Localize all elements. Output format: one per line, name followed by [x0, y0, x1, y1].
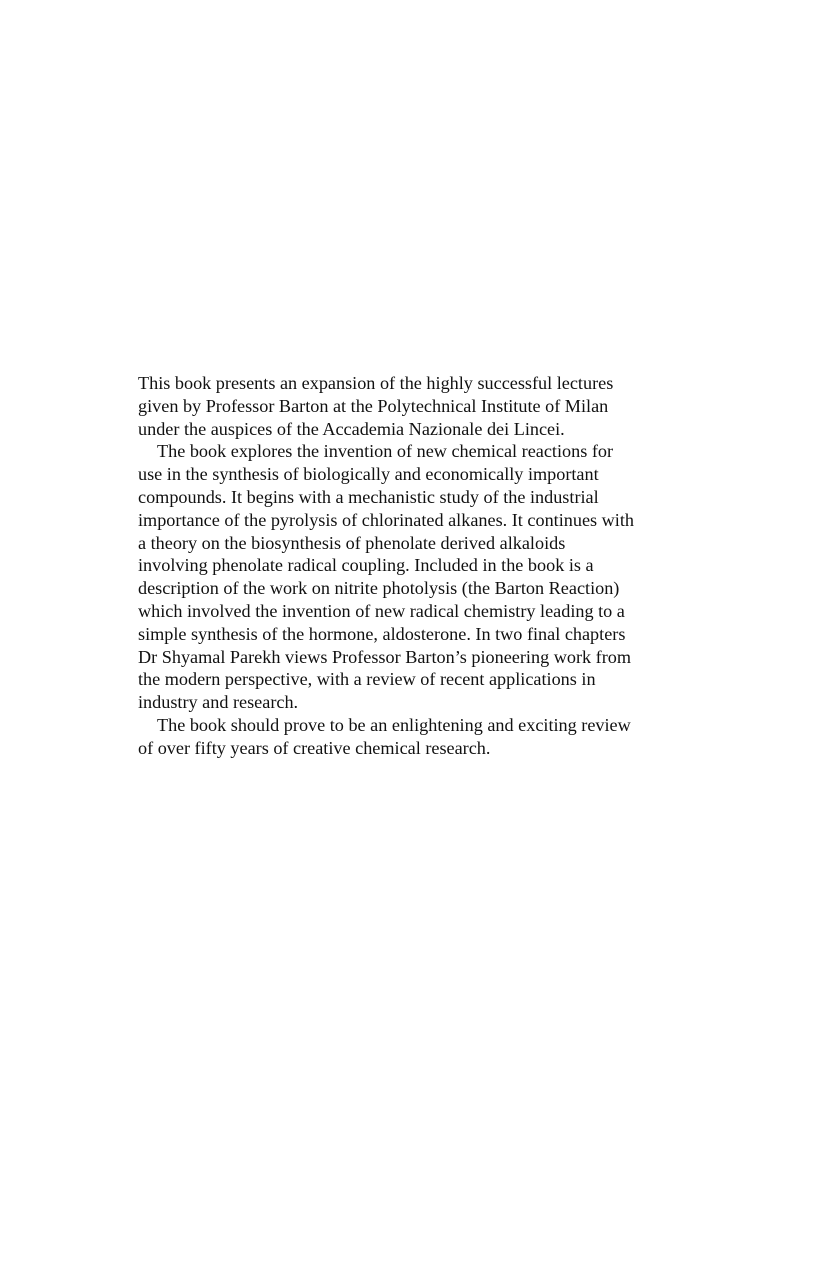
paragraph-3	[138, 714, 698, 760]
text-line: The book should prove to be an enlightening and exciting review	[157, 714, 631, 735]
text-line: importance of the pyrolysis of chlorinated alkanes. It continues with	[138, 509, 634, 530]
text-line: under the auspices of the Accademia Nazionale dei Lincei.	[138, 418, 565, 439]
text-line: The book explores the invention of new chemical reactions for	[157, 441, 614, 462]
text-line: the modern perspective, with a review of recent applications in	[138, 669, 596, 690]
blurb-text	[138, 372, 698, 760]
paragraph-1	[138, 372, 698, 440]
text-line: This book presents an expansion of the highly successful lectures	[138, 373, 614, 393]
text-line: industry and research.	[138, 692, 299, 713]
text-line: simple synthesis of the hormone, aldosterone. In two final chapters	[138, 623, 626, 644]
text-line: use in the synthesis of biologically and economically important	[138, 464, 599, 485]
text-line: of over fifty years of creative chemical research.	[138, 737, 491, 758]
text-line: a theory on the biosynthesis of phenolate derived alkaloids	[138, 532, 566, 553]
text-line: Dr Shyamal Parekh views Professor Barton’s pioneering work from	[138, 646, 631, 667]
text-line: compounds. It begins with a mechanistic study of the industrial	[138, 486, 599, 507]
paragraph-2	[138, 440, 698, 714]
text-line: which involved the invention of new radical chemistry leading to a	[138, 600, 625, 621]
text-line: description of the work on nitrite photolysis (the Barton Reaction)	[138, 578, 620, 599]
text-line: given by Professor Barton at the Polytechnical Institute of Milan	[138, 395, 609, 416]
text-line: involving phenolate radical coupling. Included in the book is a	[138, 555, 594, 576]
